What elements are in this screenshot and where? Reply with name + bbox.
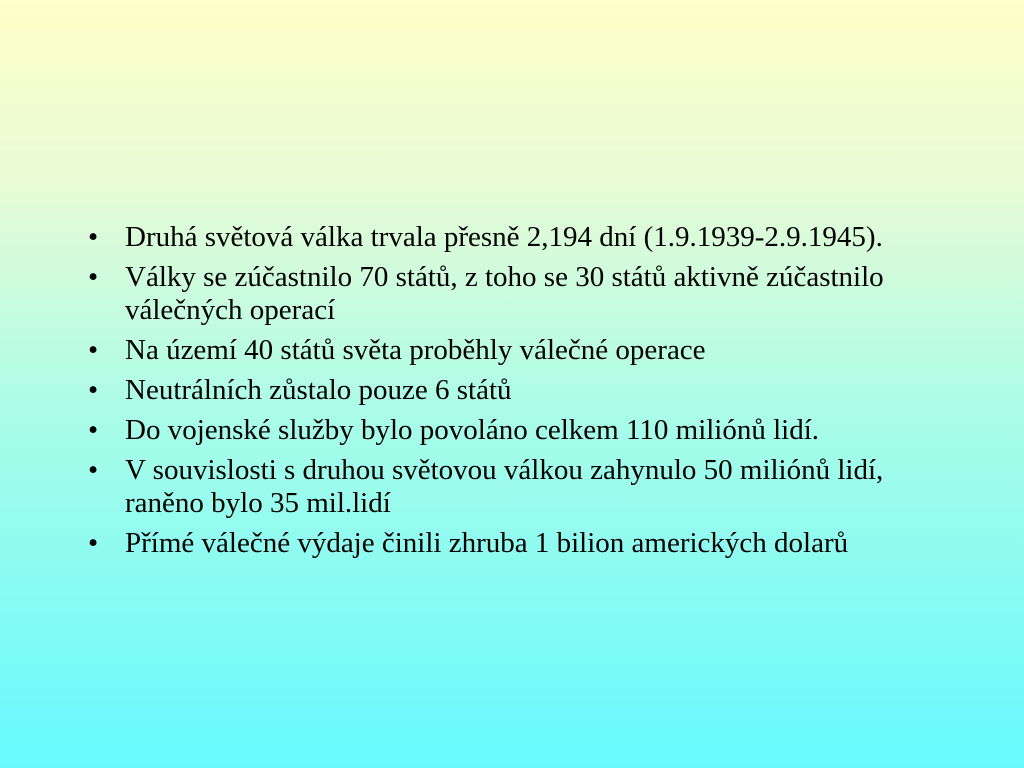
bullet-icon: • xyxy=(88,374,99,406)
bullet-text: Druhá světová válka trvala přesně 2,194 dní (1.9.1939-2.9.1945). xyxy=(125,221,883,253)
bullet-icon: • xyxy=(88,221,99,253)
list-item xyxy=(88,414,908,447)
bullet-icon: • xyxy=(88,527,99,559)
bullet-text: Na území 40 států světa proběhly válečné operace xyxy=(125,334,706,366)
list-item xyxy=(88,374,908,407)
bullet-text: Neutrálních zůstalo pouze 6 států xyxy=(125,374,512,406)
bullet-text: V souvislosti s druhou světovou válkou zahynulo 50 miliónů lidí, raněno bylo 35 mil.lidí xyxy=(125,454,884,519)
bullet-text: Války se zúčastnilo 70 států, z toho se 30 států aktivně zúčastnilo válečných operací xyxy=(125,261,884,326)
bullet-icon: • xyxy=(88,261,99,293)
bullet-text: Přímé válečné výdaje činili zhruba 1 bilion amerických dolarů xyxy=(125,527,849,559)
list-item xyxy=(88,261,908,327)
bullet-text: Do vojenské služby bylo povoláno celkem 110 miliónů lidí. xyxy=(125,414,820,446)
bullet-icon: • xyxy=(88,334,99,366)
bullet-list xyxy=(88,221,908,567)
list-item xyxy=(88,334,908,367)
list-item xyxy=(88,454,908,520)
bullet-icon: • xyxy=(88,454,99,486)
list-item xyxy=(88,527,908,560)
bullet-icon: • xyxy=(88,414,99,446)
list-item xyxy=(88,221,908,254)
